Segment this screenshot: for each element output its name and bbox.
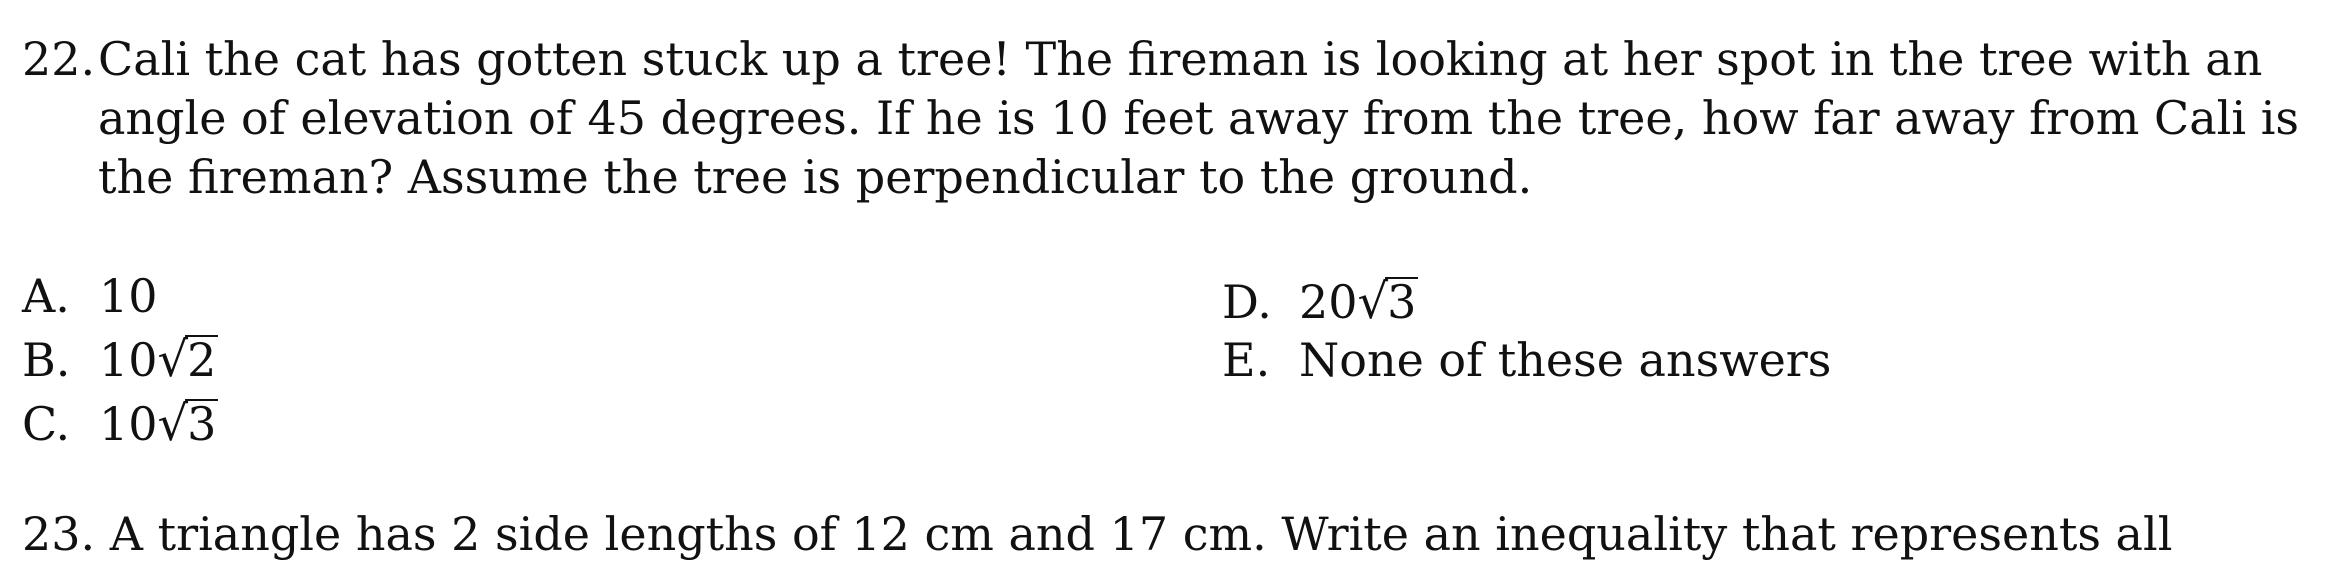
radicand: 3 [1387,275,1417,329]
radicand: 2 [187,333,217,387]
choice-d[interactable] [1222,272,1418,332]
radical-sign: √ [157,332,189,388]
choice-coefficient: 20 [1299,275,1358,329]
next-question-fragment: 23. A triangle has 2 side lengths of 12 cm and 17 cm. Write an inequality that represents all [22,507,2173,561]
square-root [158,394,219,454]
choice-coefficient: 10 [99,333,158,387]
choice-a[interactable] [22,266,158,326]
choice-e[interactable] [1222,330,1831,390]
choice-value: 10 [99,269,158,323]
radical-sign: √ [1357,274,1389,330]
question-line-2: angle of elevation of 45 degrees. If he is 10 feet away from the tree, how far away from Cali is [98,91,2300,145]
question-line-3: the fireman? Assume the tree is perpendicular to the ground. [98,150,1533,204]
choice-letter: B. [22,333,71,387]
choice-letter: A. [22,269,70,323]
choice-value: None of these answers [1299,333,1832,387]
question-text [98,30,2298,207]
question-number: 22. [22,32,96,86]
choice-b[interactable] [22,330,218,390]
square-root [158,330,219,390]
choice-letter: D. [1222,275,1272,329]
square-root [1358,272,1419,332]
choice-letter: E. [1222,333,1271,387]
choice-coefficient: 10 [99,397,158,451]
choice-c[interactable] [22,394,218,454]
choice-letter: C. [22,397,71,451]
radicand: 3 [187,397,217,451]
question-line-1: Cali the cat has gotten stuck up a tree! The fireman is looking at her spot in the tree with an [98,32,2263,86]
radical-sign: √ [157,396,189,452]
